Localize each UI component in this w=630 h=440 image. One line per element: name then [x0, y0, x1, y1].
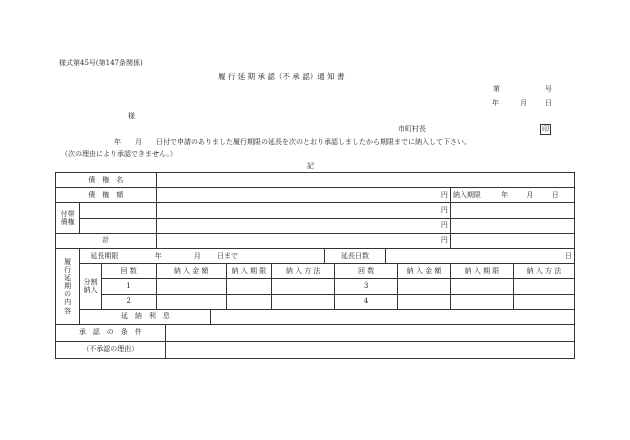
nonyu-kigen-label: 納入期限: [452, 190, 481, 199]
futai-saiken-label: 付帯債権: [56, 203, 80, 233]
row-ennou-risoku: [56, 309, 575, 324]
houhou-1: [272, 279, 335, 294]
kingaku-3: [398, 279, 451, 294]
houhou-2: [272, 294, 335, 309]
kigen-header-2: 納 入 期 限: [450, 264, 513, 279]
fushounin-riyu-label: （不承認の理由）: [56, 341, 166, 358]
kingaku-1: [156, 279, 226, 294]
form-number: 様式第45号(第147条関係): [59, 59, 143, 67]
kaisu-3: 3: [335, 279, 398, 294]
nonyu-kigen-hi: 日: [551, 190, 559, 199]
kigen-2: [226, 294, 272, 309]
kaisu-1: 1: [101, 279, 156, 294]
addressee-suffix: 様: [128, 112, 135, 120]
ennou-risoku-value: [211, 309, 575, 324]
form-table: [55, 172, 575, 359]
saiken-mei-value: [156, 173, 574, 188]
reason-note: （次の理由により承認できません。）: [61, 150, 177, 158]
enki-kigen-cell: [80, 248, 325, 263]
kigen-4: [450, 294, 513, 309]
futai-yen-2: 円: [156, 218, 450, 233]
row-futai-2: [56, 218, 575, 233]
kei-label: 計: [56, 233, 157, 248]
kingaku-4: [398, 294, 451, 309]
row-futai-1: [56, 203, 575, 218]
houhou-3: [513, 279, 574, 294]
enki-kigen-nen: 年: [154, 251, 162, 260]
row-saiken-mei: [56, 173, 575, 188]
kaisu-header-1: 回 数: [101, 264, 156, 279]
enki-nissu-hi: 日: [385, 248, 574, 263]
date-hi: 日: [545, 99, 552, 107]
enki-kigen-tsuki: 月: [193, 251, 201, 260]
body-text: 年 月 日付で申請のありました履行期限の延長を次のとおり承認しましたから期限までに納入して下さい。: [114, 138, 471, 146]
futai-yen-1: 円: [156, 203, 450, 218]
nonyu-kigen-nen: 年: [501, 190, 509, 199]
doc-no-go: 号: [545, 85, 552, 93]
futai-name-2: [80, 218, 156, 233]
saiken-gaku-yen: 円: [156, 188, 450, 203]
kigen-header-1: 納 入 期 限: [226, 264, 272, 279]
date-nen: 年: [492, 99, 499, 107]
futai-extra-2: [450, 218, 574, 233]
issuer: 市町村長: [398, 125, 426, 133]
row-kei: [56, 233, 575, 248]
shounin-jouken-label: 承 認 の 条 件: [56, 324, 166, 341]
ennou-risoku-label: 延 納 利 息: [80, 309, 211, 324]
nonyu-kigen-cell: [450, 188, 574, 203]
ki-label: 記: [307, 162, 314, 170]
futai-name-1: [80, 203, 156, 218]
row-enki: [56, 248, 575, 263]
saiken-mei-label: 債 権 名: [56, 173, 157, 188]
houhou-4: [513, 294, 574, 309]
kigen-1: [226, 279, 272, 294]
shounin-jouken-value: [165, 324, 574, 341]
futai-extra-1: [450, 203, 574, 218]
kaisu-4: 4: [335, 294, 398, 309]
row-bunkatsu-2: [56, 294, 575, 309]
bunkatsu-nonyu-label: 分割納入: [80, 264, 101, 310]
enki-kigen-label: 延長期限: [90, 251, 119, 260]
date-tsuki: 月: [520, 99, 527, 107]
row-fushounin-riyu: [56, 341, 575, 358]
doc-no-dai: 第: [493, 85, 500, 93]
nonyu-kigen-tsuki: 月: [526, 190, 534, 199]
kingaku-2: [156, 294, 226, 309]
kaisu-2: 2: [101, 294, 156, 309]
enki-nissu-label: 延長日数: [325, 248, 386, 263]
kei-yen: 円: [156, 233, 450, 248]
saiken-gaku-label: 債 権 額: [56, 188, 157, 203]
kingaku-header-2: 納 入 金 額: [398, 264, 451, 279]
row-bunkatsu-header: [56, 264, 575, 279]
fushounin-riyu-value: [165, 341, 574, 358]
row-bunkatsu-1: [56, 279, 575, 294]
rikou-enki-label: 履行延期の内容: [56, 248, 80, 324]
row-saiken-gaku: [56, 188, 575, 203]
kingaku-header-1: 納 入 金 額: [156, 264, 226, 279]
houhou-header-1: 納 入 方 法: [272, 264, 335, 279]
page-title: 履 行 延 期 承 認（不 承 認）通 知 書: [218, 72, 345, 81]
kigen-3: [450, 279, 513, 294]
seal-mark: 印: [542, 125, 549, 133]
houhou-header-2: 納 入 方 法: [513, 264, 574, 279]
row-shounin-jouken: [56, 324, 575, 341]
kaisu-header-2: 回 数: [335, 264, 398, 279]
kei-extra: [450, 233, 574, 248]
enki-kigen-made: 日まで: [217, 251, 239, 260]
